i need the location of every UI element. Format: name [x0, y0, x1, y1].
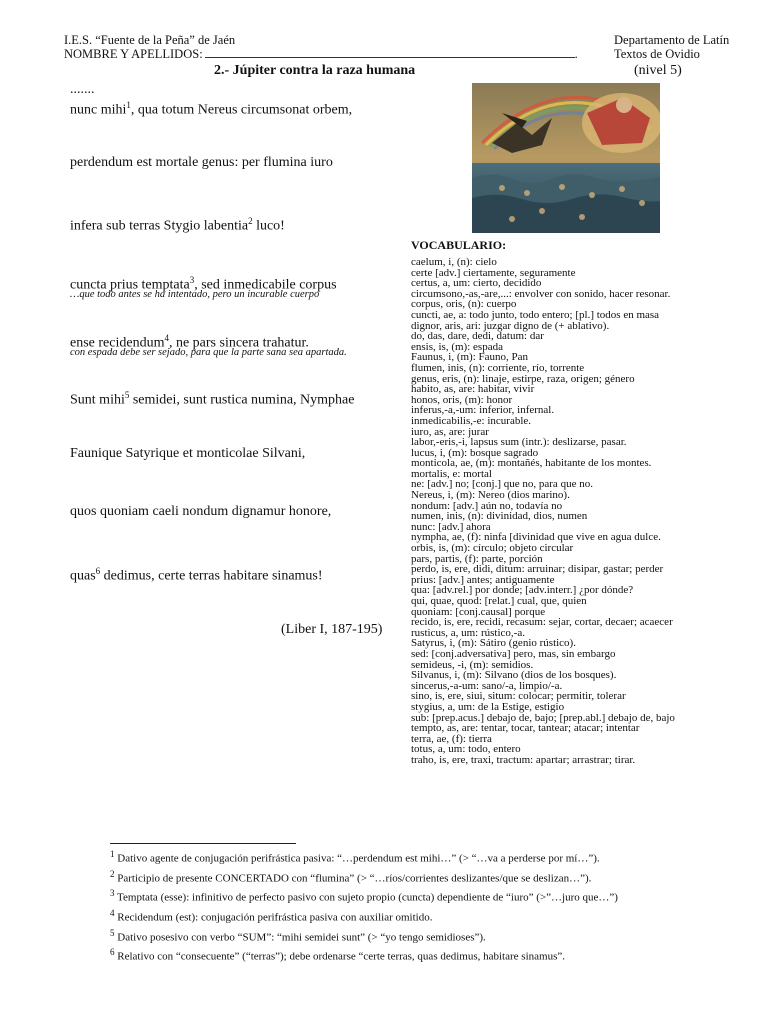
vocabulary-entry: sub: [prep.acus.] debajo de, bajo; [prep.abl.] debajo de, bajo [411, 711, 675, 724]
name-label: NOMBRE Y APELLIDOS: [64, 47, 203, 61]
footnote-text: Participio de presente CONCERTADO con “flumina” (> “…ríos/corrientes deslizantes/que se deslizan…”). [114, 872, 592, 885]
vocabulary-entry: genus, eris, (n): linaje, estirpe, raza, origen; género [411, 372, 635, 385]
vocabulary-entry: numen, inis, (n): divinidad, dios, numen [411, 510, 588, 523]
vocabulary-entry: Faunus, i, (m): Fauno, Pan [411, 351, 529, 364]
verse-text: ense recidendum [70, 335, 165, 351]
vocabulary-entry: nondum: [adv.] aún no, todavía no [411, 499, 563, 512]
footnote [110, 848, 658, 866]
footnote-text: Temptata (esse): infinitivo de perfecto pasivo con sujeto propio (cuncta) dependiente de “iuro” (>”…juro que…”) [114, 891, 618, 904]
verse-line [70, 97, 352, 119]
vocabulary-title: VOCABULARIO: [411, 238, 507, 252]
vocabulary-list [411, 257, 675, 766]
vocabulary-entry: caelum, i, (n): cielo [411, 256, 497, 268]
vocabulary-entry: rusticus, a, um: rústico,-a. [411, 626, 525, 639]
footnote-number: 1 [110, 849, 115, 859]
vocabulary-entry: recido, is, ere, recidi, recasum: sejar, cortar, decaer; acaecer [411, 616, 673, 629]
vocabulary-entry: iuro, as, are: jurar [411, 425, 489, 438]
vocabulary-entry: perdo, is, ere, didi, ditum: arruinar; disipar, gastar; perder [411, 563, 664, 576]
vocabulary-entry: stygius, a, um: de la Estige, estigio [411, 700, 565, 713]
verse-text: quas [70, 568, 96, 584]
vocabulary-entry: nunc: [adv.] ahora [411, 520, 491, 533]
verse-line [70, 387, 354, 409]
footnote-text: Dativo posesivo con verbo “SUM”: “mihi semidei sunt” (> “yo tengo semidioses”). [114, 931, 486, 944]
footnote [110, 946, 658, 964]
ellipsis: ....... [70, 82, 95, 97]
footnote-ref: 2 [248, 216, 253, 226]
footnote-ref: 6 [95, 566, 101, 576]
footnote [110, 907, 658, 925]
department-name: Departamento de Latín [614, 33, 730, 47]
vocabulary-entry: semideus, -i, (m): semidios. [411, 658, 534, 671]
verse-text: , sed inmedicabile corpus [194, 277, 337, 293]
vocabulary-entry: Nereus, i, (m): Nereo (dios marino). [411, 489, 570, 502]
verse-text: infera sub terras Stygio labentia [70, 218, 249, 234]
footnote-ref: 1 [126, 100, 131, 110]
footnote-number: 4 [110, 907, 115, 918]
footnote [110, 927, 658, 945]
footnote [110, 887, 658, 905]
vocabulary-entry: monticola, ae, (m): montañés, habitante de los montes. [411, 457, 652, 470]
footnote-ref: 4 [164, 333, 169, 343]
vocabulary-entry: qua: [adv.rel.] por donde; [adv.interr.] ¿por dónde? [411, 584, 634, 597]
footnotes [110, 848, 658, 966]
vocabulary-entry: ensis, is, (m): espada [411, 340, 503, 353]
vocabulary-entry: lucus, i, (m): bosque sagrado [411, 446, 539, 459]
verse-text: quos quoniam caeli nondum dignamur honore, [70, 504, 332, 519]
footnote-text: Dativo agente de conjugación perifrástica pasiva: “…perdendum est mihi…” (> “…va a perderse por mí…”). [114, 852, 600, 865]
vocabulary-entry: sed: [conj.adversativa] pero, mas, sin embargo [411, 647, 616, 660]
vocabulary-entry: cuncti, ae, a: todo junto, todo entero; [pl.] todos en masa [411, 308, 660, 321]
vocabulary-entry: sino, is, ere, siui, situm: colocar; permitir, tolerar [411, 690, 626, 703]
footnote-text: Recidendum (est): conjugación perifrástica pasiva con auxiliar omitido. [114, 911, 433, 924]
vocabulary-entry: qui, quae, quod: [relat.] cual, que, quien [411, 595, 587, 607]
vocabulary-entry: orbis, is, (m): círculo; objeto circular [411, 542, 574, 555]
verse-line [70, 155, 333, 171]
footnote [110, 868, 658, 886]
verse-translation: con espada debe ser sejado, para que la parte sana sea apartada. [70, 347, 347, 358]
vocabulary-entry: corpus, oris, (n): cuerpo [411, 298, 517, 311]
vocabulary-entry: certe [adv.] ciertamente, seguramente [411, 266, 576, 279]
vocabulary-entry: terra, ae, (f): tierra [411, 732, 492, 745]
footnote-number: 3 [110, 888, 115, 899]
verse-line [70, 504, 331, 520]
level-label: (nivel 5) [634, 63, 682, 78]
painting-image [472, 83, 660, 233]
verse-text: , ne pars sincera trahatur. [168, 335, 309, 351]
verse-text: nunc mihi [70, 102, 127, 118]
vocabulary-entry: sincerus,-a-um: sano/-a, limpio/-a. [411, 679, 563, 692]
vocabulary-entry: traho, is, ere, traxi, tractum: apartar; arrastrar; tirar. [411, 753, 636, 766]
school-name: I.E.S. “Fuente de la Peña” de Jaén [64, 33, 236, 47]
verse-text: luco! [252, 218, 285, 234]
vocabulary-entry: Satyrus, i, (m): Sátiro (genio rústico). [411, 637, 576, 650]
vocabulary-entry: do, das, dare, dedi, datum: dar [411, 330, 544, 343]
footnote-number: 6 [110, 947, 115, 958]
vocabulary-entry: certus, a, um: cierto, decidido [411, 277, 542, 290]
vocabulary-entry: mortalis, e: mortal [411, 467, 492, 480]
verse-line [70, 563, 323, 585]
jupiter-painting [472, 83, 660, 233]
source-reference: (Liber I, 187-195) [281, 622, 383, 637]
vocabulary-entry: tempto, as, are: tentar, tocar, tantear; atacar; intentar [411, 722, 640, 735]
verse-text: Faunique Satyrique et monticolae Silvani, [70, 446, 306, 461]
vocabulary-entry: honos, oris, (m): honor [411, 393, 513, 406]
vocabulary-entry: Silvanus, i, (m): Silvano (dios de los bosques). [411, 669, 617, 682]
footnote-ref: 3 [189, 275, 195, 285]
vocabulary-entry: totus, a, um: todo, entero [411, 743, 521, 756]
page-title: 2.- Júpiter contra la raza humana [214, 63, 416, 78]
vocabulary-entry: dignor, aris, ari: juzgar digno de (+ ablativo). [411, 319, 610, 332]
verse-text: semidei, sunt rustica numina, Nymphae [129, 392, 355, 408]
vocabulary-entry: labor,-eris,-i, lapsus sum (intr.): deslizarse, pasar. [411, 436, 627, 449]
footnote-text: Relativo con “consecuente” (“terras”); debe ordenarse “certe terras, quas dedimus, habitare sinamus”. [114, 950, 565, 963]
footnote-number: 2 [110, 868, 115, 879]
footnote-number: 5 [110, 927, 115, 938]
verse-line [70, 213, 285, 235]
texts-subtitle: Textos de Ovidio [614, 47, 700, 61]
footnote-rule [110, 843, 296, 844]
footnote-ref: 5 [124, 390, 130, 400]
vocabulary-entry: pars, partis, (f): parte, porción [411, 552, 543, 565]
verse-text: Sunt mihi [70, 392, 125, 408]
verse-text: perdendum est mortale genus: per flumina iuro [70, 155, 333, 170]
verse-translation: …que todo antes se ha intentado, pero un incurable cuerpo [70, 289, 320, 300]
vocabulary-entry: quoniam: [conj.causal] porque [411, 605, 546, 618]
vocabulary-entry: flumen, inis, (n): corriente, río, torrente [411, 361, 585, 374]
name-blank [205, 47, 575, 58]
vocabulary-entry: ne: [adv.] no; [conj.] que no, para que no. [411, 478, 593, 491]
verse-text: dedimus, certe terras habitare sinamus! [100, 568, 323, 584]
student-name-line: NOMBRE Y APELLIDOS: . [64, 47, 578, 61]
vocabulary-entry: nympha, ae, (f): ninfa [divinidad que vive en agua dulce. [411, 531, 661, 544]
vocabulary-entry: inmedicabilis,-e: incurable. [411, 414, 532, 427]
verse-text: cuncta prius temptata [70, 277, 190, 293]
vocabulary-entry: habito, as, are: habitar, vivir [411, 383, 535, 396]
verse-line [70, 446, 305, 462]
verse-text: , qua totum Nereus circumsonat orbem, [130, 102, 353, 118]
vocabulary-entry: circumsono,-as,-are,...: envolver con sonido, hacer resonar. [411, 287, 671, 300]
vocabulary-entry: inferus,-a,-um: inferior, infernal. [411, 404, 555, 417]
vocabulary-entry: prius: [adv.] antes; antiguamente [411, 573, 555, 586]
